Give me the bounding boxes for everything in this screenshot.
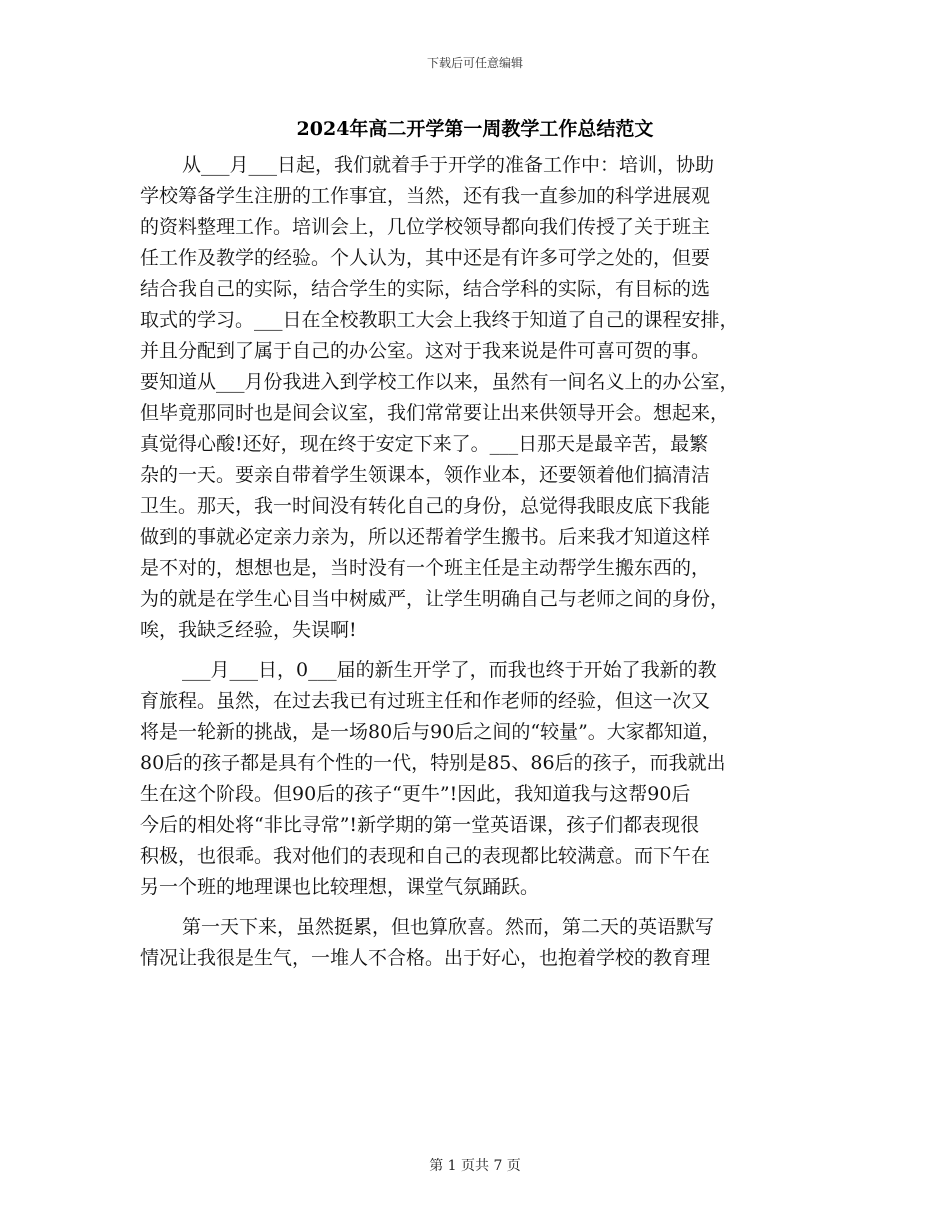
paragraph-line: 育旅程。虽然，在过去我已有过班主任和作老师的经验，但这一次又 [140, 690, 711, 712]
paragraph-line: 80后的孩子都是具有个性的一代，特别是85、86后的孩子，而我就出 [140, 752, 726, 774]
paragraph-line: 取式的学习。___日在全校教职工大会上我终于知道了自己的课程安排， [140, 309, 739, 331]
paragraph-line: 卫生。那天，我一时间没有转化自己的身份，总觉得我眼皮底下我能 [140, 495, 711, 517]
paragraph-line: 的资料整理工作。培训会上，几位学校领导都向我们传授了关于班主 [140, 216, 711, 238]
paragraph-line: 要知道从___月份我进入到学校工作以来，虽然有一间名义上的办公室， [140, 371, 739, 393]
paragraph-line: 学校筹备学生注册的工作事宜，当然，还有我一直参加的科学进展观 [140, 185, 711, 207]
paragraph-line: 任工作及教学的经验。个人认为，其中还是有许多可学之处的，但要 [140, 247, 711, 269]
paragraph-line: 第一天下来，虽然挺累，但也算欣喜。然而，第二天的英语默写 [182, 916, 715, 938]
paragraph-line: ___月___日，0___届的新生开学了，而我也终于开始了我新的教 [182, 659, 717, 681]
paragraph-line: 结合我自己的实际，结合学生的实际，结合学科的实际，有目标的选 [140, 278, 711, 300]
page-number: 第 1 页共 7 页 [429, 1158, 521, 1174]
paragraph-line: 将是一轮新的挑战，是一场80后与90后之间的“较量”。大家都知道， [140, 721, 721, 743]
paragraph-line: 杂的一天。要亲自带着学生领课本，领作业本，还要领着他们搞清洁 [140, 464, 711, 486]
paragraph-line: 积极，也很乖。我对他们的表现和自己的表现都比较满意。而下午在 [140, 845, 711, 867]
paragraph-line: 今后的相处将“非比寻常”!新学期的第一堂英语课，孩子们都表现很 [140, 814, 700, 836]
document-title: 2024年高二开学第一周教学工作总结范文 [296, 118, 654, 140]
paragraph-line: 但毕竟那同时也是间会议室，我们常常要让出来供领导开会。想起来， [140, 402, 730, 424]
paragraph-line: 唉，我缺乏经验，失误啊! [140, 619, 357, 641]
paragraph-line: 做到的事就必定亲力亲为，所以还帮着学生搬书。后来我才知道这样 [140, 526, 711, 548]
paragraph-line: 情况让我很是生气，一堆人不合格。出于好心，也抱着学校的教育理 [140, 947, 711, 969]
paragraph-line: 真觉得心酸!还好，现在终于安定下来了。___日那天是最辛苦，最繁 [140, 433, 709, 455]
paragraph-line: 并且分配到了属于自己的办公室。这对于我来说是件可喜可贺的事。 [140, 340, 711, 362]
paragraph-line: 另一个班的地理课也比较理想，课堂气氛踊跃。 [140, 876, 540, 898]
paragraph-line: 从___月___日起，我们就着手于开学的准备工作中：培训，协助 [182, 154, 715, 176]
paragraph-line: 是不对的，想想也是，当时没有一个班主任是主动帮学生搬东西的， [140, 557, 711, 579]
paragraph-line: 为的就是在学生心目当中树威严，让学生明确自己与老师之间的身份， [140, 588, 730, 610]
paragraph-line: 生在这个阶段。但90后的孩子“更牛”!因此，我知道我与这帮90后 [140, 783, 691, 805]
document-body [140, 150, 830, 974]
header-note: 下载后可任意编辑 [426, 56, 523, 70]
